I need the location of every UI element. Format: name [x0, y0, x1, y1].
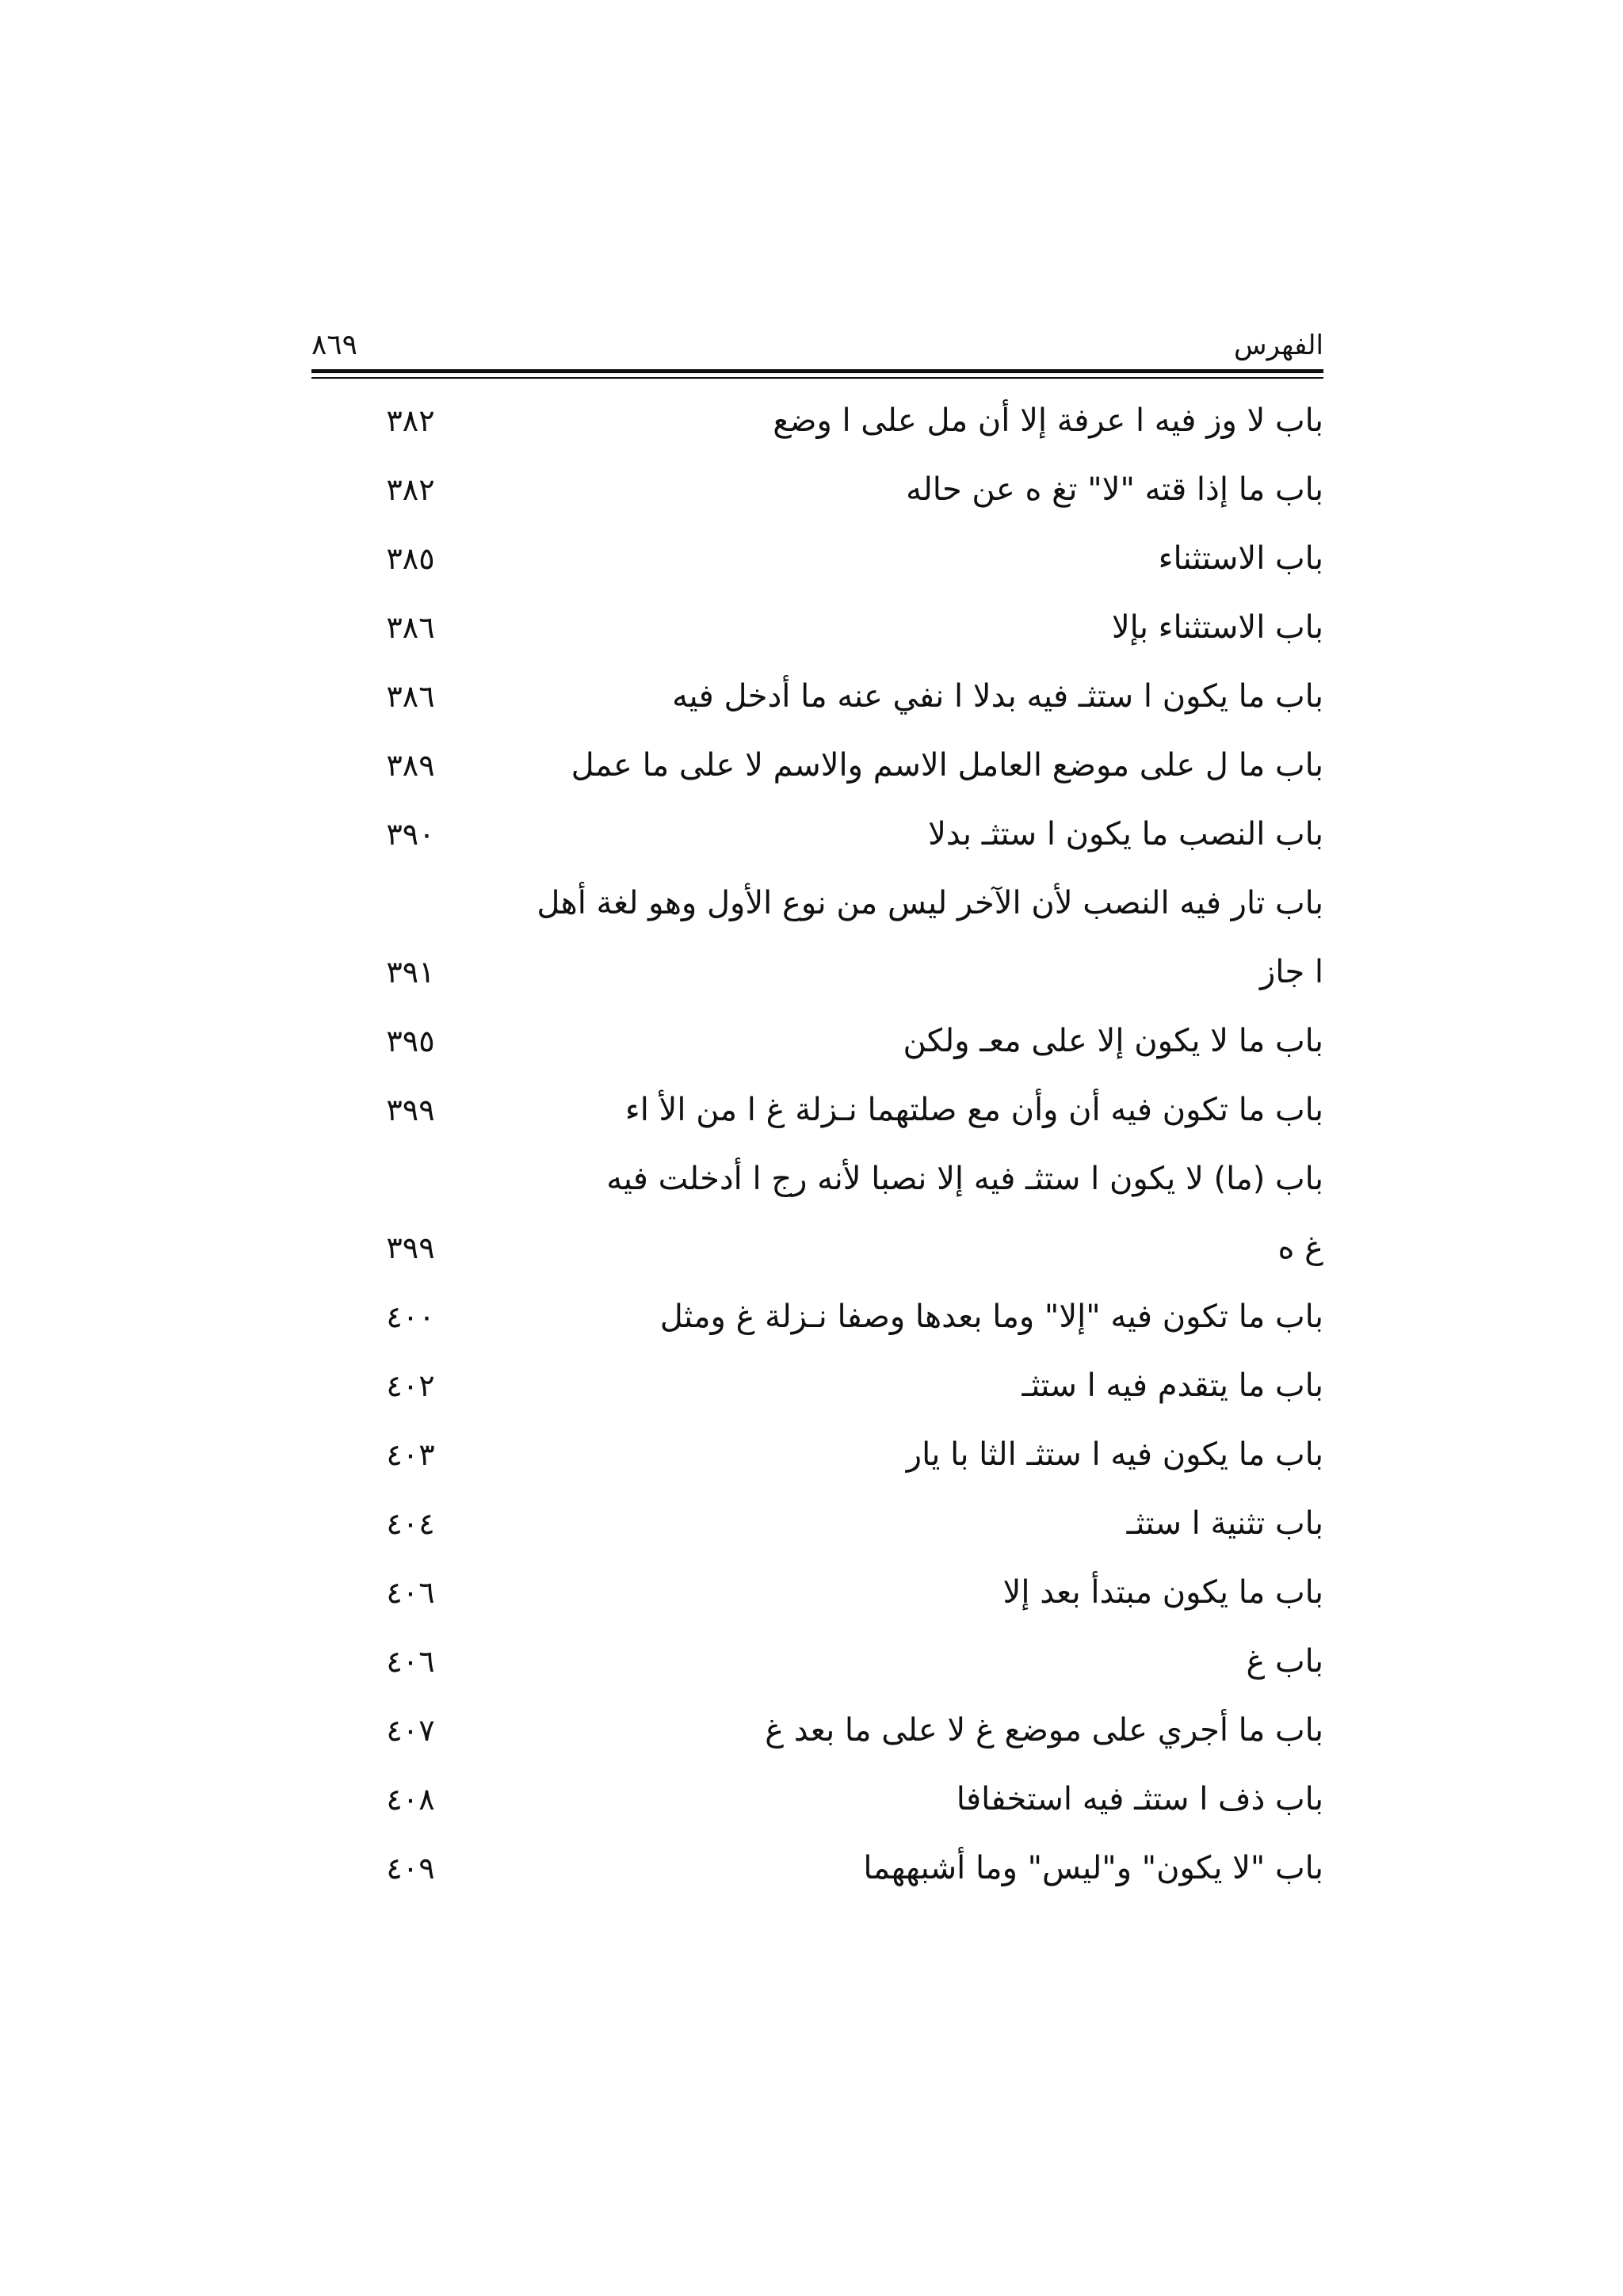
entry-page: ٣٨٦: [386, 679, 435, 714]
entry-text: باب الاستثناء: [1158, 540, 1323, 577]
entry-page: ٣٩٩: [386, 1093, 435, 1127]
index-entry: [311, 593, 1323, 662]
entry-text: باب ما يكون مبتدأ بعد إلا: [1002, 1574, 1323, 1611]
entry-text: باب ما يكون فيه ا ستثـ الثا با يار: [906, 1436, 1323, 1473]
entry-text: باب الاستثناء بإلا: [1111, 609, 1323, 646]
index-entry: [311, 662, 1323, 731]
index-entry: [311, 1834, 1323, 1903]
entry-page: ٣٩١: [386, 955, 435, 990]
entry-text: باب ما إذا قته "لا" تغ ه عن حاله: [906, 471, 1323, 508]
entry-text: باب ما يكون ا ستثـ فيه بدلا ا نفي عنه ما أدخل فيه: [672, 678, 1323, 715]
entry-page: [355, 869, 466, 938]
index-entry: [311, 456, 1323, 524]
header-title: الفهرس: [1234, 330, 1323, 361]
entry-text: باب النصب ما يكون ا ستثـ بدلا: [928, 816, 1323, 852]
index-entry: [311, 1558, 1323, 1627]
entry-page: ٤٠٢: [386, 1368, 435, 1403]
entry-text: ا جاز: [1259, 954, 1323, 990]
entry-page: [355, 1145, 466, 1214]
header-rule-thin: [311, 377, 1323, 379]
entry-text: باب ما يتقدم فيه ا ستثـ: [1022, 1367, 1323, 1404]
entry-text: باب ما لا يكون إلا على معـ ولكن: [903, 1023, 1323, 1059]
index-entry: [311, 1283, 1323, 1352]
index-entry: [311, 1007, 1323, 1076]
entry-page: ٤٠٣: [386, 1437, 435, 1472]
index-entry: [311, 1696, 1323, 1765]
entry-page: ٣٨٩: [386, 748, 435, 783]
entry-page: ٤٠٨: [386, 1782, 435, 1817]
page-number: ٨٦٩: [311, 329, 358, 361]
index-entry: [311, 1145, 1323, 1214]
entry-page: ٤٠٧: [386, 1713, 435, 1748]
entry-page: ٣٨٥: [386, 541, 435, 576]
entry-page: ٣٨٦: [386, 610, 435, 645]
header-rule-thick: [311, 369, 1323, 373]
entry-text: باب ما أجري على موضع غ لا على ما بعد غ: [765, 1712, 1323, 1749]
entry-text: باب ذف ا ستثـ فيه استخفافا: [956, 1781, 1323, 1817]
entry-page: ٤٠٤: [386, 1506, 435, 1541]
entry-text: باب (ما) لا يكون ا ستثـ فيه إلا نصبا لأنه رج ا أدخلت فيه: [606, 1161, 1323, 1197]
entry-text: باب "لا يكون" و"ليس" وما أشبههما: [863, 1850, 1323, 1886]
entry-page: ٤٠٩: [386, 1851, 435, 1886]
entry-text: باب ما تكون فيه أن وأن مع صلتهما نـزلة غ ا من الأ اء: [624, 1092, 1323, 1128]
index-entry: [311, 387, 1323, 456]
index-entry: [311, 938, 1323, 1007]
entry-page: ٤٠٦: [386, 1644, 435, 1679]
index-entry: [311, 1489, 1323, 1558]
index-entry: [311, 869, 1323, 938]
entry-text: باب غ: [1246, 1643, 1323, 1680]
entry-page: ٤٠٠: [386, 1299, 435, 1334]
entry-text: غ ه: [1277, 1230, 1323, 1266]
running-header: [311, 325, 1323, 366]
entry-text: باب تثنية ا ستثـ: [1126, 1505, 1323, 1542]
entry-text: باب ما ل على موضع العامل الاسم والاسم لا على ما عمل: [571, 747, 1323, 784]
index-entry: [311, 1765, 1323, 1834]
index-entry: [311, 1627, 1323, 1696]
entry-page: ٤٠٦: [386, 1575, 435, 1610]
entry-page: ٣٩٠: [386, 817, 435, 852]
entry-text: باب لا وز فيه ا عرفة إلا أن مل على ا وضع: [773, 402, 1323, 439]
index-entry: [311, 524, 1323, 593]
index-entry: [311, 1076, 1323, 1145]
index-entry: [311, 800, 1323, 869]
entry-page: ٣٩٥: [386, 1024, 435, 1058]
entry-page: ٣٨٢: [386, 403, 435, 438]
index-entry: [311, 1352, 1323, 1421]
entry-text: باب تار فيه النصب لأن الآخر ليس من نوع الأول وهو لغة أهل: [537, 885, 1323, 921]
entry-page: ٣٨٢: [386, 472, 435, 507]
index-entry: [311, 1214, 1323, 1283]
entry-page: ٣٩٩: [386, 1230, 435, 1265]
index-list: [311, 387, 1323, 1903]
index-entry: [311, 1421, 1323, 1489]
index-entry: [311, 731, 1323, 800]
entry-text: باب ما تكون فيه "إلا" وما بعدها وصفا نـزلة غ ومثل: [659, 1299, 1323, 1335]
